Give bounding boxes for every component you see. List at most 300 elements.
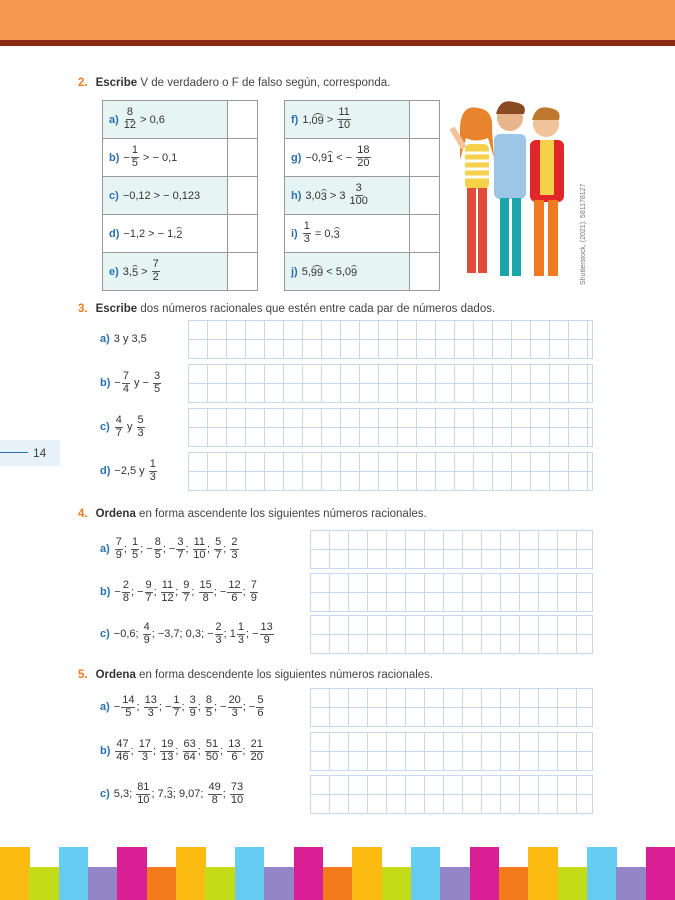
expression-text: < 5,0 (323, 265, 351, 278)
fraction (205, 739, 219, 763)
fraction (153, 371, 161, 395)
answer-cell[interactable] (228, 253, 258, 291)
stripe-bar (294, 847, 324, 900)
table-row (103, 215, 258, 253)
math-expression (100, 371, 162, 395)
item-label: d) (100, 465, 111, 477)
fraction (115, 537, 123, 561)
expression-text: > − 0,1 (139, 151, 178, 164)
header-band (0, 0, 675, 40)
question-2-heading (78, 77, 390, 89)
item-label: e) (109, 265, 119, 278)
numerator: 81 (137, 780, 150, 793)
math-expression (291, 221, 340, 245)
fraction (136, 782, 150, 806)
exercise-item (100, 408, 146, 446)
numerator: 7 (250, 578, 257, 591)
stripe-bar (587, 847, 617, 900)
fraction (215, 622, 223, 646)
numerator: 2 (231, 535, 238, 548)
table-row (285, 215, 440, 253)
denominator: 7 (215, 548, 222, 561)
expression-text: ; (197, 745, 204, 757)
expression-text: ; −3,7; 0,3; − (151, 628, 214, 640)
expression-text: 5,3; (113, 788, 136, 800)
stripe-bar (646, 847, 675, 900)
repeating-digits: 99 (310, 266, 324, 279)
fraction (154, 537, 162, 561)
answer-grid[interactable] (188, 320, 593, 359)
math-expression (100, 695, 265, 719)
expression-text: ; − (130, 586, 144, 598)
numerator: 9 (183, 578, 190, 591)
statement-cell (285, 177, 410, 215)
boy-right-figure (530, 107, 564, 276)
item-label: c) (100, 421, 110, 433)
numerator: 13 (260, 620, 273, 633)
question-text: en forma ascendente los siguientes números racionales. (135, 508, 427, 520)
statement-cell (103, 139, 228, 177)
denominator: 100 (349, 195, 368, 207)
expression-text: ; − (246, 628, 259, 640)
numerator: 7 (115, 535, 122, 548)
statement-cell (103, 215, 228, 253)
stripe-bar (616, 867, 646, 900)
stripe-bar (0, 847, 30, 900)
expression-text: 3 y 3,5 (113, 333, 147, 345)
numerator: 4 (143, 620, 150, 633)
question-number: 4. (78, 508, 88, 520)
math-expression (291, 265, 357, 279)
stripe-bar (558, 867, 588, 900)
expression-text: y (123, 421, 136, 433)
expression-text: ; (197, 701, 204, 713)
repeating-digits: 09 (311, 114, 324, 127)
numerator: 1 (173, 693, 180, 706)
expression-text: −0,12 > − 0,123 (122, 189, 201, 202)
stripe-bar (528, 847, 558, 900)
fraction (208, 782, 222, 806)
denominator: 5 (205, 706, 213, 719)
stripe-bar (352, 847, 382, 900)
denominator: 20 (357, 157, 370, 169)
exercise-item (100, 452, 158, 490)
expression-text: 3,0 (305, 189, 321, 202)
numerator: 1 (149, 457, 156, 470)
fraction (138, 739, 152, 763)
numerator: 19 (161, 737, 174, 750)
answer-grid[interactable] (310, 573, 593, 612)
stripe-bar (176, 847, 206, 900)
item-label: a) (100, 543, 110, 555)
stripe-bar (411, 847, 441, 900)
denominator: 8 (122, 591, 129, 604)
repeating-digits: 1 (327, 152, 334, 165)
fraction (172, 695, 180, 719)
exercise-item (100, 615, 275, 653)
expression-text: ; (175, 586, 182, 598)
stripe-bar (470, 847, 500, 900)
expression-text: = 0, (311, 227, 334, 240)
numerator: 1 (237, 620, 244, 633)
math-expression (100, 782, 245, 806)
numerator: 7 (122, 369, 129, 382)
denominator: 13 (161, 750, 174, 763)
fraction (250, 739, 264, 763)
fraction (161, 580, 174, 604)
denominator: 5 (154, 382, 161, 395)
fraction (182, 580, 190, 604)
statement-cell (103, 101, 228, 139)
fraction (356, 145, 370, 169)
expression-text: 5, (301, 265, 311, 278)
denominator: 10 (230, 793, 244, 806)
expression-text: ; (136, 701, 143, 713)
table-row (103, 177, 258, 215)
answer-grid[interactable] (188, 408, 593, 447)
stripe-bar (29, 867, 59, 900)
numerator: 3 (177, 535, 184, 548)
math-expression (109, 259, 161, 283)
exercise-item (100, 530, 240, 568)
expression-text: ; − (162, 543, 176, 555)
fraction (230, 537, 238, 561)
stripe-bar (117, 847, 147, 900)
fraction (160, 739, 174, 763)
denominator: 6 (257, 706, 264, 719)
answer-grid[interactable] (310, 775, 593, 814)
denominator: 2 (152, 271, 159, 283)
denominator: 5 (154, 548, 161, 561)
statement-cell (285, 253, 410, 291)
numerator: 1 (303, 220, 310, 233)
denominator: 3 (231, 548, 238, 561)
statement-cell (103, 253, 228, 291)
students-illustration (448, 98, 578, 288)
expression-text: ; (153, 745, 160, 757)
fraction (183, 739, 197, 763)
denominator: 3 (147, 706, 154, 719)
statement-cell (285, 215, 410, 253)
numerator: 11 (161, 578, 174, 591)
math-expression (100, 537, 240, 561)
numerator: 51 (205, 737, 219, 750)
expression-text: −1,2 > − 1, (123, 227, 177, 240)
denominator: 6 (231, 591, 238, 604)
item-label: f) (291, 113, 299, 126)
denominator: 64 (183, 750, 196, 763)
expression-text: ; (222, 788, 229, 800)
question-number: 5. (78, 669, 88, 681)
denominator: 10 (193, 548, 206, 561)
numerator: 3 (355, 182, 362, 195)
denominator: 6 (231, 750, 238, 763)
math-expression (100, 580, 259, 604)
numerator: 5 (215, 535, 222, 548)
denominator: 3 (215, 633, 222, 646)
expression-text: ; (181, 701, 188, 713)
repeating-digits: 3 (166, 789, 173, 801)
expression-text: ; 1 (223, 628, 236, 640)
exercise-item (100, 732, 265, 770)
repeating-digits: 9 (351, 266, 358, 279)
expression-text: > 3 (326, 189, 349, 202)
repeating-digits: 3 (333, 228, 340, 241)
question-4-heading (78, 508, 427, 520)
stripe-bar (59, 847, 89, 900)
math-expression (109, 227, 182, 241)
fraction (199, 580, 213, 604)
table-row (285, 177, 440, 215)
numerator: 11 (338, 106, 350, 119)
numerator: 8 (126, 106, 133, 119)
fraction (189, 695, 197, 719)
expression-text: ; − (158, 701, 172, 713)
table-row (285, 253, 440, 291)
stripe-bar (382, 867, 412, 900)
boy-middle-figure (494, 101, 526, 276)
denominator: 9 (250, 591, 257, 604)
fraction (214, 537, 222, 561)
answer-grid[interactable] (310, 732, 593, 771)
fraction (124, 107, 136, 131)
item-label: b) (100, 586, 111, 598)
answer-cell[interactable] (228, 215, 258, 253)
question-verb: Escribe (95, 303, 138, 315)
fraction (260, 622, 274, 646)
expression-text: ; (207, 543, 214, 555)
denominator: 12 (161, 591, 174, 604)
fraction (137, 415, 145, 439)
answer-cell[interactable] (410, 177, 440, 215)
numerator: 8 (154, 535, 161, 548)
exercise-item (100, 320, 147, 358)
expression-text: − (114, 586, 121, 598)
fraction (122, 371, 130, 395)
answer-cell[interactable] (410, 139, 440, 177)
item-label: b) (100, 377, 111, 389)
denominator: 3 (149, 470, 156, 483)
answer-cell[interactable] (410, 215, 440, 253)
question-number: 2. (78, 77, 88, 89)
denominator: 8 (211, 793, 218, 806)
fraction (230, 782, 244, 806)
denominator: 5 (131, 157, 138, 169)
expression-text: −0,9 (305, 151, 328, 164)
denominator: 46 (116, 750, 129, 763)
fraction (350, 183, 368, 207)
expression-text: ; − (140, 543, 153, 555)
item-label: h) (291, 189, 302, 202)
repeating-digits: 3 (320, 190, 327, 203)
denominator: 7 (173, 706, 180, 719)
denominator: 5 (125, 706, 132, 719)
stripe-bar (147, 867, 177, 900)
fraction (145, 580, 153, 604)
answer-grid[interactable] (188, 364, 593, 403)
girl-figure (452, 107, 494, 273)
question-3-heading (78, 303, 495, 315)
answer-cell[interactable] (228, 177, 258, 215)
answer-cell[interactable] (410, 253, 440, 291)
question-text: dos números racionales que estén entre cada par de números dados. (137, 303, 496, 315)
denominator: 7 (145, 591, 152, 604)
denominator: 3 (141, 750, 148, 763)
fraction (115, 415, 123, 439)
numerator: 4 (115, 413, 122, 426)
numerator: 2 (122, 578, 129, 591)
expression-text: − (123, 151, 130, 164)
fraction (303, 221, 311, 245)
denominator: 12 (123, 119, 137, 131)
expression-text: ; − (242, 701, 256, 713)
true-false-table-left (102, 100, 258, 291)
expression-text: ; (185, 543, 192, 555)
expression-text: y − (130, 377, 153, 389)
stripe-bar (440, 867, 470, 900)
denominator: 10 (337, 119, 351, 131)
question-text: en forma descendente los siguientes números racionales. (135, 669, 434, 681)
expression-text: −2,5 y (114, 465, 148, 477)
stripe-bar (88, 867, 118, 900)
question-number: 3. (78, 303, 88, 315)
statement-cell (285, 101, 410, 139)
fraction (149, 459, 157, 483)
answer-cell[interactable] (410, 101, 440, 139)
table-row (103, 139, 258, 177)
numerator: 8 (205, 693, 213, 706)
expression-text: − (113, 701, 121, 713)
denominator: 7 (115, 426, 122, 439)
question-text: V de verdadero o F de falso según, corresponda. (137, 77, 391, 89)
stripe-bar (323, 867, 353, 900)
fraction (250, 580, 258, 604)
fraction (176, 537, 184, 561)
question-verb: Escribe (95, 77, 138, 89)
numerator: 5 (137, 413, 144, 426)
repeating-digits: 5 (131, 266, 139, 279)
fraction (256, 695, 264, 719)
fraction (193, 537, 206, 561)
fraction (337, 107, 350, 131)
expression-text: − (114, 377, 121, 389)
numerator: 3 (154, 369, 161, 382)
fraction (122, 580, 130, 604)
expression-text: ; 9,07; (172, 788, 207, 800)
numerator: 9 (145, 578, 152, 591)
answer-grid[interactable] (310, 530, 593, 569)
answer-grid[interactable] (188, 452, 593, 491)
math-expression (100, 415, 146, 439)
expression-text: ; (153, 586, 160, 598)
numerator: 73 (230, 780, 244, 793)
fraction (143, 622, 151, 646)
true-false-table-right (284, 100, 440, 291)
item-label: a) (100, 333, 110, 345)
answer-cell[interactable] (228, 139, 258, 177)
expression-text: > (323, 113, 337, 126)
numerator: 13 (228, 737, 241, 750)
numerator: 17 (138, 737, 152, 750)
denominator: 20 (250, 750, 263, 763)
item-label: a) (109, 113, 119, 126)
denominator: 3 (231, 706, 238, 719)
denominator: 7 (183, 591, 190, 604)
expression-text: > (138, 265, 151, 278)
numerator: 1 (132, 535, 139, 548)
denominator: 5 (132, 548, 139, 561)
fraction (131, 145, 139, 169)
repeating-digits: 2 (176, 228, 183, 241)
item-label: j) (291, 265, 298, 278)
expression-text: ; − (213, 586, 227, 598)
numerator: 63 (183, 737, 196, 750)
question-verb: Ordena (95, 669, 136, 681)
stripe-bar (205, 867, 235, 900)
expression-text: ; (191, 586, 198, 598)
statement-cell (285, 139, 410, 177)
numerator: 2 (215, 620, 222, 633)
answer-grid[interactable] (310, 615, 593, 654)
item-label: b) (100, 745, 111, 757)
denominator: 3 (237, 633, 244, 646)
math-expression (109, 145, 177, 169)
answer-grid[interactable] (310, 688, 593, 727)
fraction (227, 739, 241, 763)
numerator: 14 (122, 693, 135, 706)
fraction (144, 695, 158, 719)
numerator: 49 (208, 780, 221, 793)
expression-text: ; (223, 543, 230, 555)
page-number: 14 (33, 446, 47, 460)
page-number-tab (0, 440, 60, 466)
header-line (0, 40, 675, 46)
denominator: 8 (202, 591, 209, 604)
math-expression (100, 622, 275, 646)
denominator: 4 (122, 382, 129, 395)
numerator: 5 (257, 693, 264, 706)
expression-text: ; 7, (151, 788, 167, 800)
fraction (131, 537, 139, 561)
numerator: 21 (250, 737, 263, 750)
math-expression (109, 190, 200, 202)
numerator: 3 (189, 693, 196, 706)
expression-text: ; (220, 745, 227, 757)
numerator: 7 (152, 258, 159, 271)
numerator: 1 (131, 144, 138, 157)
math-expression (100, 739, 265, 763)
numerator: 12 (228, 578, 241, 591)
math-expression (100, 459, 158, 483)
denominator: 9 (263, 633, 270, 646)
denominator: 3 (137, 426, 144, 439)
denominator: 3 (303, 233, 310, 245)
math-expression (291, 183, 369, 207)
denominator: 7 (177, 548, 184, 561)
math-expression (109, 107, 165, 131)
table-row (285, 101, 440, 139)
numerator: 15 (199, 578, 212, 591)
stripe-bar (499, 867, 529, 900)
fraction (121, 695, 135, 719)
item-label: g) (291, 151, 302, 164)
math-expression (291, 107, 352, 131)
answer-cell[interactable] (228, 101, 258, 139)
denominator: 10 (137, 793, 150, 806)
item-label: b) (109, 151, 120, 164)
math-expression (100, 333, 147, 345)
table-row (285, 139, 440, 177)
